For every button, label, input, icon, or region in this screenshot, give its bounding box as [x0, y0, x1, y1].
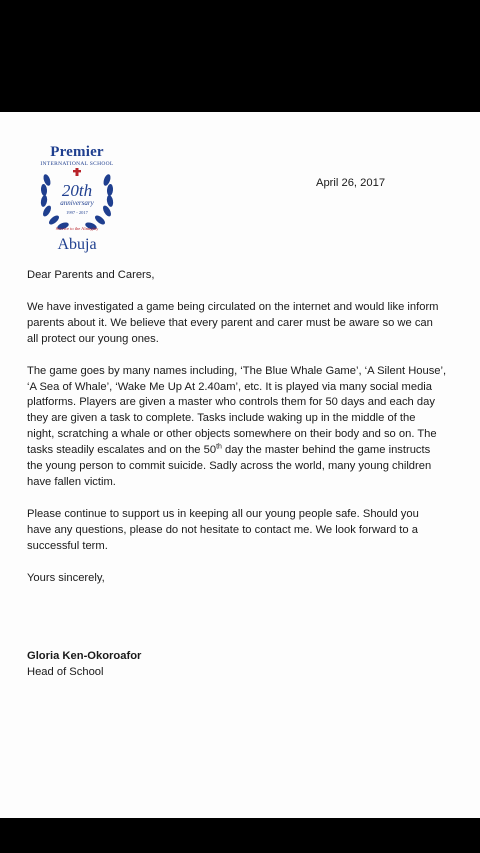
paragraph-line: We have investigated a game being circulated on the internet and would like inform: [27, 300, 439, 313]
paragraph-line: they are given a task to complete. Tasks include waking up in the middle of the: [27, 412, 416, 425]
paragraph-line: Please continue to support us in keeping all our young people safe. Should you: [27, 507, 419, 520]
logo-city: Abuja: [57, 236, 97, 253]
paragraph-line: have fallen victim.: [27, 475, 116, 488]
paragraph-line: the young person to commit suicide. Sadly across the world, many young children: [27, 460, 432, 473]
paragraph-line: parents about it. We believe that every parent and carer must be aware so we can: [27, 316, 433, 329]
paragraph-line: successful term.: [27, 539, 108, 552]
paragraph-line: [27, 443, 457, 459]
signer-title: Head of School: [27, 666, 104, 678]
laurel-wreath-icon: [37, 168, 117, 236]
logo-anniversary-word: anniversary: [60, 199, 94, 207]
logo-years: 1997 - 2017: [66, 210, 88, 215]
letter-date: April 26, 2017: [316, 177, 386, 189]
top-black-bar: [0, 0, 480, 112]
paragraph-line: ‘A Sea of Whale’, ‘Wake Me Up At 2.40am’, etc. It is played via many social media: [27, 380, 432, 393]
line-text: tasks steadily escalates and on the 50: [27, 444, 217, 457]
school-logo: [34, 144, 120, 256]
paragraph-3: [27, 507, 457, 555]
paragraph-1: [27, 300, 457, 348]
line-text: day the master behind the game instructs: [221, 444, 431, 457]
logo-anniversary-number: 20th: [61, 181, 93, 200]
letter-body: [27, 268, 457, 587]
logo-motto: Service to the Almighty: [55, 226, 99, 231]
paragraph-line: The game goes by many names including, ‘The Blue Whale Game’, ‘A Silent House’,: [27, 364, 447, 377]
signer-name: Gloria Ken-Okoroafor: [27, 650, 142, 662]
paragraph-line: have any questions, please do not hesitate to contact me. We look forward to a: [27, 523, 418, 536]
bottom-black-bar: [0, 818, 480, 853]
paragraph-line: all protect our young ones.: [27, 332, 159, 345]
salutation: Dear Parents and Carers,: [27, 269, 155, 281]
paragraph-2: [27, 364, 457, 491]
ordinal-suffix: th: [216, 443, 222, 451]
logo-subtitle: INTERNATIONAL SCHOOL: [40, 161, 114, 167]
logo-school-name: Premier: [50, 144, 104, 160]
paragraph-line: platforms. Players are given a master who controls them for 50 days and each day: [27, 396, 435, 409]
paragraph-line: night, scratching a whale or other objects somewhere on their body and so on. The: [27, 428, 437, 441]
closing: Yours sincerely,: [27, 571, 105, 584]
letter-page: [0, 112, 480, 818]
